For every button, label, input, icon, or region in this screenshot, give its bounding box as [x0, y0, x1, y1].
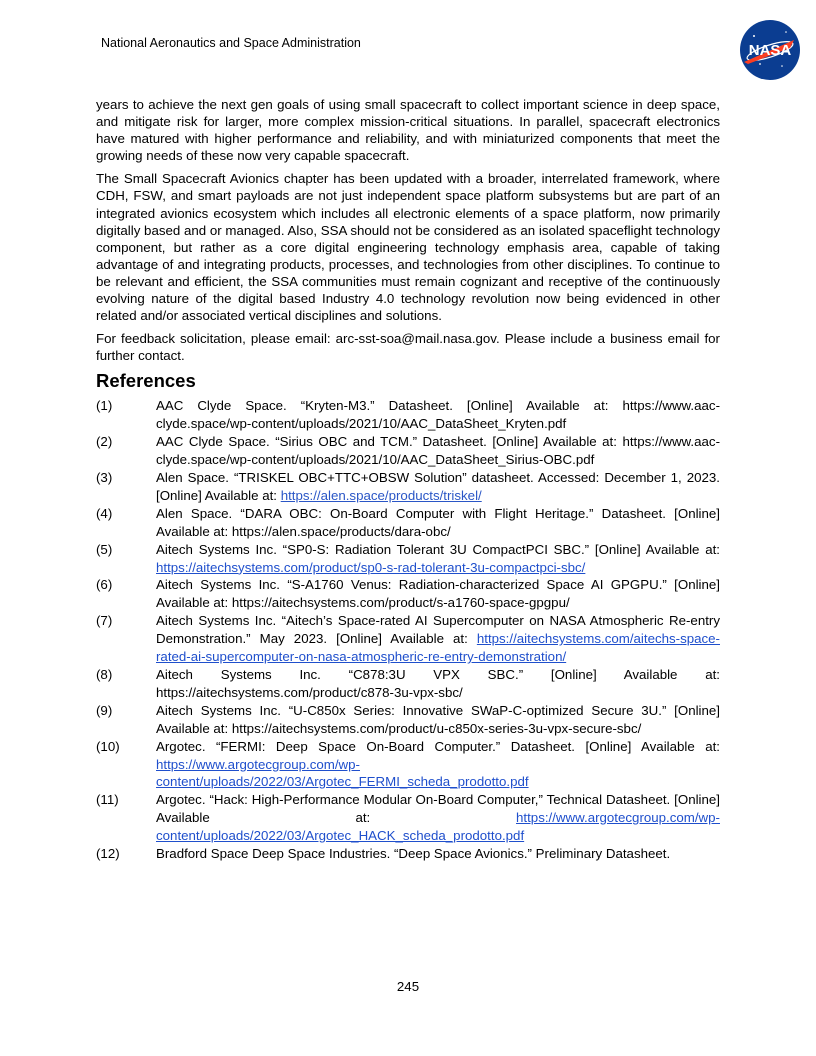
references-list — [96, 397, 720, 863]
reference-item — [96, 612, 720, 666]
reference-item — [96, 845, 720, 863]
reference-text: Aitech Systems Inc. “Aitech’s Space-rated AI Supercomputer on NASA Atmospheric Re-entry Demonstration.” May 2023. [Online] Available at: — [156, 613, 720, 647]
reference-item — [96, 666, 720, 702]
page-content — [96, 96, 720, 863]
reference-text: Argotec. “Hack: High-Performance Modular On-Board Computer,” Technical Datasheet. [Online] Available at: — [156, 792, 720, 826]
reference-link[interactable]: https://aitechsystems.com/aitechs-space-rated-ai-supercomputer-on-nasa-atmospheric-re-entry-demonstration/ — [156, 631, 720, 665]
references-heading: References — [96, 370, 196, 392]
reference-number: (5) — [96, 541, 113, 557]
reference-link[interactable]: https://aitechsystems.com/product/sp0-s-rad-tolerant-3u-compactpci-sbc/ — [156, 559, 586, 575]
reference-item — [96, 397, 720, 433]
reference-link[interactable]: https://www.argotecgroup.com/wp-content/uploads/2022/03/Argotec_HACK_scheda_prodotto.pdf — [156, 810, 720, 844]
reference-text: AAC Clyde Space. “Sirius OBC and TCM.” Datasheet. [Online] Available at: https://www.aac-clyde.space/wp-content/uploads/2021/10/AAC_DataSheet_Sirius-OBC.pdf — [156, 434, 720, 468]
reference-number: (7) — [96, 613, 113, 629]
header-org-name: National Aeronautics and Space Administration — [101, 36, 361, 50]
reference-number: (8) — [96, 667, 113, 682]
reference-item — [96, 433, 720, 469]
reference-number: (2) — [96, 434, 113, 450]
reference-text: Bradford Space Deep Space Industries. “Deep Space Avionics.” Preliminary Datasheet. — [156, 846, 671, 862]
body-paragraph: For feedback solicitation, please email: arc-sst-soa@mail.nasa.gov. Please include a business email for further contact. — [96, 331, 720, 364]
nasa-logo-icon — [738, 18, 802, 82]
reference-item — [96, 702, 720, 738]
nasa-logo-text: NASA — [748, 42, 792, 59]
reference-text: AAC Clyde Space. “Kryten-M3.” Datasheet. [Online] Available at: https://www.aac-clyde.space/wp-content/uploads/2021/10/AAC_DataSheet_Kryten.pdf — [156, 398, 720, 432]
body-paragraph: The Small Spacecraft Avionics chapter has been updated with a broader, interrelated framework, where CDH, FSW, and smart payloads are not just independent space platform subsystems but are part of an integrated avionics ecosystem which includes all electronic elements of a space platform, now primarily digitally based and or managed. Also, SSA should not be considered as an isolated spaceflight technology component, but rather as a core digital engineering technology emphasis area, capable of taking advantage of and integrating products, processes, and technologies from other disciplines. To continue to be relevant and efficient, the SSA communities must remain cognizant and receptive of the continuously evolving nature of the digital based Industry 4.0 technology revolution now being evidenced in other related and/or associated vertical disciplines and solutions. — [96, 171, 720, 324]
reference-number: (3) — [96, 470, 113, 486]
reference-item — [96, 505, 720, 541]
reference-text: Alen Space. “DARA OBC: On-Board Computer with Flight Heritage.” Datasheet. [Online] Available at: https://alen.space/products/dara-obc/ — [156, 505, 720, 539]
reference-text: Aitech Systems Inc. “S-A1760 Venus: Radiation-characterized Space AI GPGPU.” [Online] Available at: https://aitechsystems.com/product/s-a1760-space-gpgpu/ — [156, 577, 720, 611]
reference-text: Argotec. “FERMI: Deep Space On-Board Computer.” Datasheet. [Online] Available at: — [156, 738, 720, 754]
reference-number: (11) — [96, 792, 119, 808]
reference-link[interactable]: https://alen.space/products/triskel/ — [280, 487, 482, 503]
reference-number: (10) — [96, 738, 120, 754]
reference-text: Aitech Systems Inc. “SP0-S: Radiation Tolerant 3U CompactPCI SBC.” [Online] Available at: — [156, 541, 720, 557]
reference-item — [96, 791, 720, 845]
reference-number: (1) — [96, 398, 113, 414]
reference-text: Aitech Systems Inc. “C878:3U VPX SBC.” [Online] Available at: https://aitechsystems.com/product/c878-3u-vpx-sbc/ — [156, 667, 720, 700]
reference-item — [96, 469, 720, 505]
reference-text: Alen Space. “TRISKEL OBC+TTC+OBSW Solution” datasheet. Accessed: December 1, 2023. [Online] Available at: — [156, 470, 720, 503]
reference-item — [96, 738, 720, 792]
body-paragraph: years to achieve the next gen goals of using small spacecraft to collect important science in deep space, and mitigate risk for larger, more complex mission-critical situations. In parallel, spacecraft electronics have matured with higher performance and reliability, and with miniaturized components that meet the growing needs of these now very capable spacecraft. — [96, 97, 720, 164]
reference-link[interactable]: https://www.argotecgroup.com/wp-content/uploads/2022/03/Argotec_FERMI_scheda_prodotto.pdf — [156, 756, 529, 790]
page-number: 245 — [396, 979, 420, 994]
reference-item — [96, 576, 720, 612]
reference-number: (6) — [96, 577, 113, 593]
reference-text: Aitech Systems Inc. “U-C850x Series: Innovative SWaP-C-optimized Secure 3U.” [Online] Available at: https://aitechsystems.com/product/u-c850x-series-3u-vpx-secure-sbc/ — [156, 702, 720, 736]
reference-number: (4) — [96, 505, 113, 521]
reference-number: (9) — [96, 702, 113, 718]
reference-number: (12) — [96, 846, 120, 862]
reference-item — [96, 541, 720, 577]
